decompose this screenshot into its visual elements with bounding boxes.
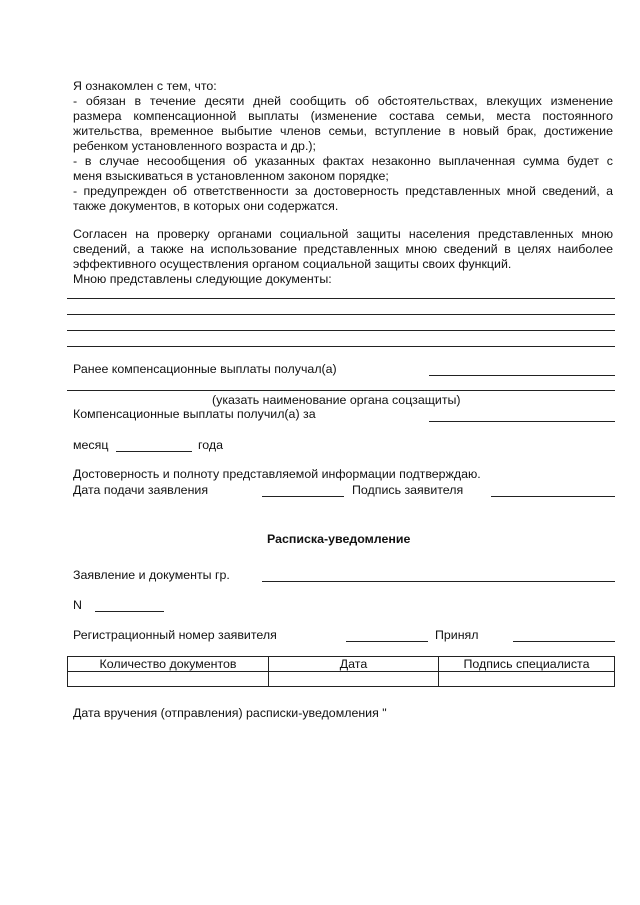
previously-received-field[interactable]	[429, 375, 615, 376]
submission-date-field[interactable]	[262, 496, 344, 497]
specialist-signature-cell[interactable]	[439, 672, 615, 687]
receipt-title: Расписка-уведомление	[267, 532, 411, 546]
organ-name-hint: (указать наименование органа соцзащиты)	[212, 393, 461, 407]
submission-date-label: Дата подачи заявления	[73, 483, 209, 497]
confirm-statement: Достоверность и полноту представляемой информации подтверждаю.	[73, 467, 481, 481]
acknowledge-item2-line2: меня взыскиваться в установленном законом порядке;	[73, 169, 389, 183]
reg-number-field[interactable]	[346, 641, 428, 642]
applicant-signature-field[interactable]	[491, 496, 615, 497]
acknowledge-item1-line1: - обязан в течение десяти дней сообщить об обстоятельствах, влекущих изменение	[73, 94, 613, 108]
received-for-label: Компенсационные выплаты получил(а) за	[73, 407, 316, 421]
documents-count-cell[interactable]	[68, 672, 269, 687]
accepted-label: Принял	[435, 628, 479, 642]
month-field[interactable]	[116, 451, 192, 452]
month-label: месяц	[73, 438, 109, 452]
organ-name-field[interactable]	[67, 390, 615, 391]
table-header-cell: Подпись специалиста	[439, 657, 615, 672]
application-label: Заявление и документы гр.	[73, 568, 230, 582]
acknowledge-item1-line3: жительства, временное выбытие членов семьи, вступление в новый брак, достижение	[73, 124, 613, 138]
year-label: года	[198, 438, 223, 452]
consent-line2: сведений, а также на использование представленных мною сведений в целях наиболее	[73, 242, 613, 256]
documents-label: Мною представлены следующие документы:	[73, 272, 332, 286]
delivery-date-label: Дата вручения (отправления) расписки-уведомления "	[73, 706, 387, 720]
acknowledge-item1-line4: ребенком установленного возраста и др.);	[73, 139, 316, 153]
consent-line1: Согласен на проверку органами социальной защиты населения представленных мною	[73, 227, 613, 241]
receipt-table	[67, 656, 615, 687]
documents-line-4[interactable]	[67, 346, 615, 347]
reg-number-label: Регистрационный номер заявителя	[73, 628, 277, 642]
accepted-field[interactable]	[513, 641, 615, 642]
number-label: N	[73, 598, 82, 612]
consent-line3: эффективного осуществления органом социальной защиты своих функций.	[73, 257, 512, 271]
applicant-signature-label: Подпись заявителя	[352, 483, 464, 497]
documents-line-3[interactable]	[67, 330, 615, 331]
table-header-cell: Количество документов	[68, 657, 269, 672]
received-for-field[interactable]	[429, 421, 615, 422]
acknowledge-item2-line1: - в случае несообщения об указанных фактах незаконно выплаченная сумма будет с	[73, 154, 613, 168]
number-field[interactable]	[95, 611, 164, 612]
acknowledge-item3-line2: также документов, в которых они содержатся.	[73, 199, 339, 213]
previously-received-label: Ранее компенсационные выплаты получал(а)	[73, 362, 337, 376]
documents-line-1[interactable]	[67, 298, 615, 299]
table-row	[68, 672, 615, 687]
acknowledge-intro: Я ознакомлен с тем, что:	[73, 79, 217, 93]
applicant-name-field[interactable]	[262, 581, 615, 582]
date-cell[interactable]	[269, 672, 439, 687]
table-header-row	[68, 657, 615, 672]
table-header-cell: Дата	[269, 657, 439, 672]
acknowledge-item3-line1: - предупрежден об ответственности за достоверность представленных мной сведений, а	[73, 184, 613, 198]
acknowledge-item1-line2: размера компенсационной выплаты (изменение состава семьи, места постоянного	[73, 109, 613, 123]
documents-line-2[interactable]	[67, 314, 615, 315]
